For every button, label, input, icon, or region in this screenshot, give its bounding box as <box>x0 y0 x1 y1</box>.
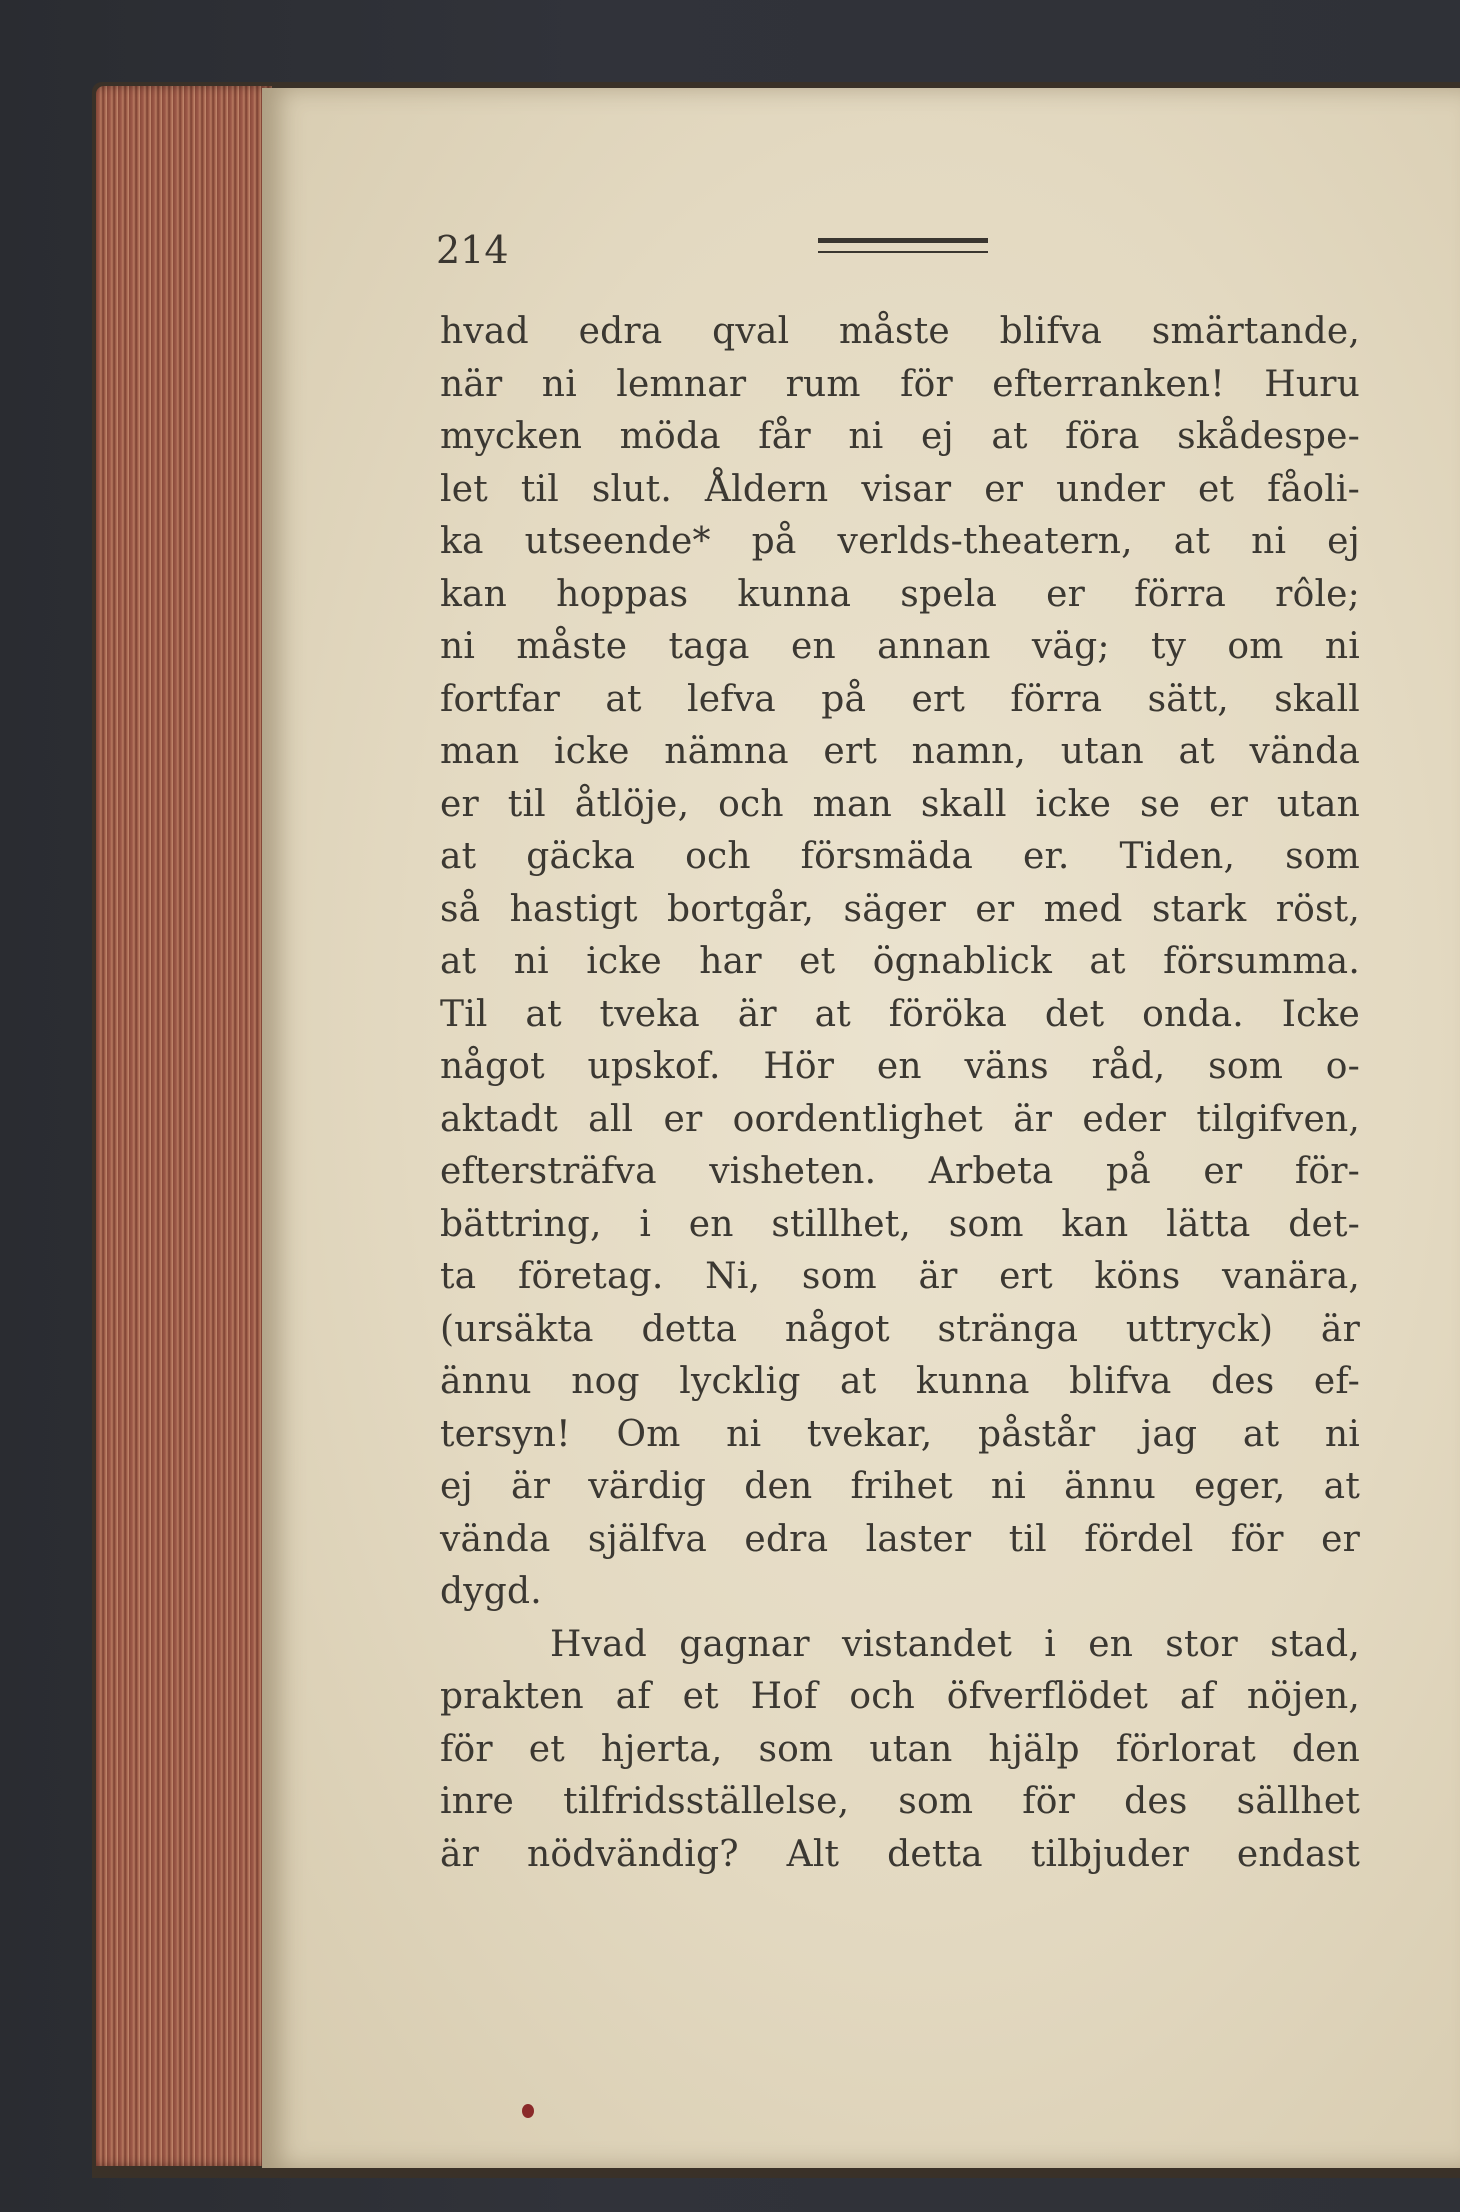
text-line: er til åtlöje, och man skall icke se er utan <box>440 783 1360 825</box>
text-line: fortfar at lefva på ert förra sätt, skall <box>440 678 1360 720</box>
text-line: ta företag. Ni, som är ert köns vanära, <box>440 1256 1360 1297</box>
text-line: något upskof. Hör en väns råd, som o- <box>440 1046 1360 1087</box>
text-line: ka utseende* på verlds-theatern, at ni ej <box>440 521 1360 562</box>
text-line: at ni icke har et ögnablick at försumma. <box>440 941 1360 982</box>
text-line: ej är värdig den frihet ni ännu eger, at <box>440 1466 1360 1507</box>
text-line: kan hoppas kunna spela er förra rôle; <box>440 573 1360 615</box>
text-line: för et hjerta, som utan hjälp förlorat den <box>440 1728 1360 1770</box>
red-speck <box>522 2104 534 2118</box>
text-line: tersyn! Om ni tvekar, påstår jag at ni <box>440 1413 1360 1455</box>
header-rule <box>818 238 988 253</box>
text-line: ännu nog lycklig at kunna blifva des ef- <box>440 1361 1360 1402</box>
page-edges <box>96 86 272 2166</box>
text-line: mycken möda får ni ej at föra skådespe- <box>440 416 1360 457</box>
text-line: man icke nämna ert namn, utan at vända <box>440 731 1360 772</box>
text-line: så hastigt bortgår, säger er med stark röst, <box>440 888 1360 930</box>
text-line: hvad edra qval måste blifva smärtande, <box>440 311 1360 352</box>
text-line: at gäcka och försmäda er. Tiden, som <box>440 836 1360 877</box>
text-line: när ni lemnar rum för efterranken! Huru <box>440 363 1360 405</box>
text-line: let til slut. Åldern visar er under et fåoli- <box>440 468 1360 510</box>
text-line: aktadt all er oordentlighet är eder tilgifven, <box>440 1098 1360 1140</box>
text-line: inre tilfridsställelse, som för des sällhet <box>440 1781 1360 1822</box>
text-line: vända själfva edra laster til fördel för er <box>440 1518 1360 1560</box>
page-number: 214 <box>436 228 509 272</box>
text-line: dygd. <box>440 1571 542 1612</box>
text-line: eftersträfva visheten. Arbeta på er för- <box>440 1151 1360 1192</box>
text-line: Til at tveka är at föröka det onda. Icke <box>440 993 1360 1035</box>
text-line: Hvad gagnar vistandet i en stor stad, <box>550 1623 1360 1665</box>
page-text <box>440 306 1360 1881</box>
text-line: ni måste taga en annan väg; ty om ni <box>440 626 1360 667</box>
text-line: prakten af et Hof och öfverflödet af nöjen, <box>440 1676 1360 1717</box>
text-line: är nödvändig? Alt detta tilbjuder endast <box>440 1833 1360 1875</box>
text-line: bättring, i en stillhet, som kan lätta det- <box>440 1203 1360 1245</box>
text-line: (ursäkta detta något stränga uttryck) är <box>440 1308 1360 1350</box>
